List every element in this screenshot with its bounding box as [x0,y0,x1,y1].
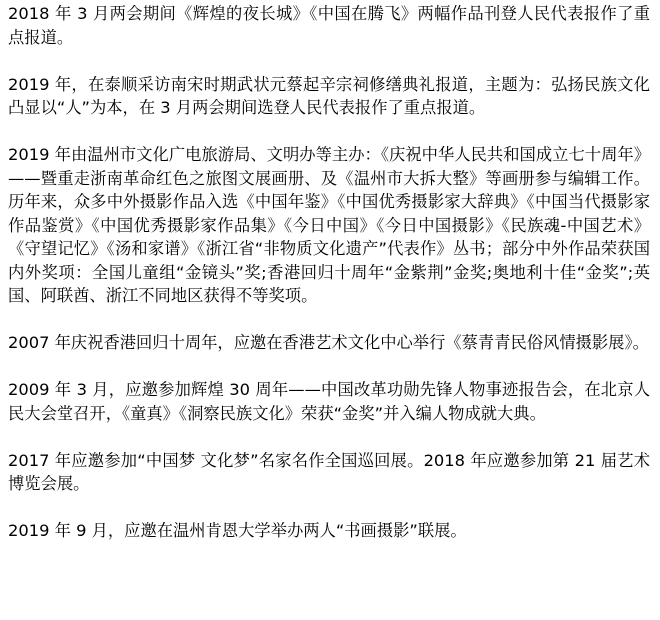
paragraph-2018-two-sessions: 2018 年 3 月两会期间《辉煌的夜长城》《中国在腾飞》两幅作品刊登人民代表报作了重点报道。 [8,4,650,47]
paragraph-2019-kean: 2019 年 9 月，应邀在温州肯恩大学举办两人“书画摄影”联展。 [8,521,467,540]
paragraph-2019-taishun: 2019 年，在泰顺采访南宋时期武状元蔡起辛宗祠修缮典礼报道，主题为：弘扬民族文化 凸显以“人”为本，在 3 月两会期间选登人民代表报作了重点报道。 [8,74,650,117]
paragraph-2019-wenzhou-awards: 2019 年由温州市文化广电旅游局、文明办等主办：《庆祝中华人民共和国成立七十周年》——暨重走浙南革命红色之旅图文展画册、及《温州市大拆大整》等画册参与编辑工作。历年来，众多中外摄影作品入选《中国年鉴》《中国优秀摄影家大辞典》《中国当代摄影家作品鉴赏》《中国优秀摄影家作品集》《今日中国》《今日中国摄影》《民族魂-中国艺术》《守望记忆》《汤和家谱》《浙江省“非物质文化遗产”代表作》丛书；部分中外作品荣获国内外奖项：全国儿童组“金镜头”奖;香港回归十周年“金紫荆”金奖;奥地利十佳“金奖”;英国、阿联酋、浙江不同地区获得不等奖项。 [8,145,650,305]
paragraph-2017-2018-exhibitions: 2017 年应邀参加“中国梦 文化梦”名家名作全国巡回展。2018 年应邀参加第 21 届艺术博览会展。 [8,450,650,493]
paragraph-2009-beijing: 2009 年 3 月，应邀参加辉煌 30 周年——中国改革功勋先锋人物事迹报告会，在北京人民大会堂召开，《童真》《洞察民族文化》荣获“金奖”并入编人物成就大典。 [8,380,650,423]
paragraph-2007-hongkong: 2007 年庆祝香港回归十周年，应邀在香港艺术文化中心举行《蔡青青民俗风情摄影展》。 [8,333,649,352]
